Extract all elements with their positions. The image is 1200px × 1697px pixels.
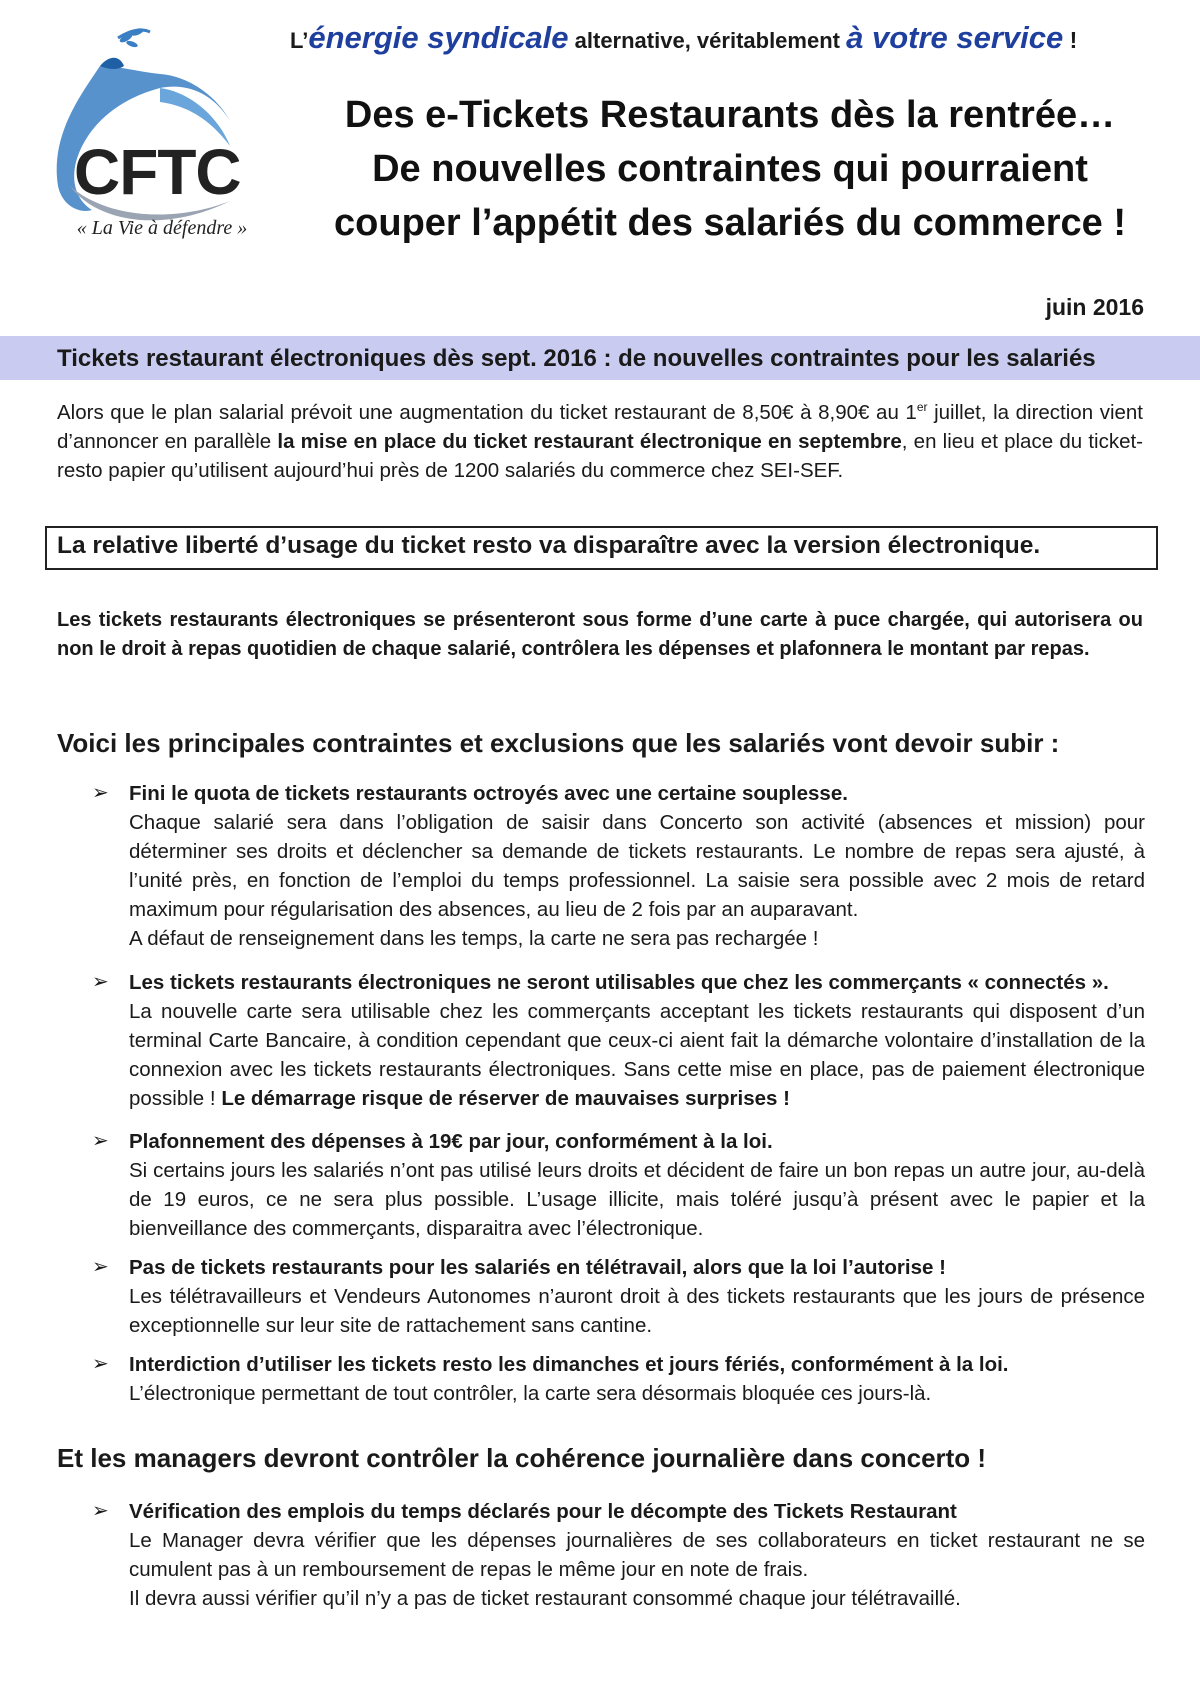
bullet-text-2: Il devra aussi vérifier qu’il n’y a pas de ticket restaurant consommé chaque jour télétravaillé. bbox=[129, 1587, 961, 1610]
bullet-text-bold: Le démarrage risque de réserver de mauvaises surprises ! bbox=[221, 1087, 790, 1110]
intro-text-a: Alors que le plan salarial prévoit une augmentation du ticket restaurant de 8,50€ à 8,90€ au 1 bbox=[57, 401, 917, 424]
headline-line-2: De nouvelles contraintes qui pourraient bbox=[372, 148, 1088, 190]
bullet-item bbox=[92, 968, 1145, 1113]
slogan bbox=[290, 20, 1170, 56]
boxed-title: La relative liberté d’usage du ticket resto va disparaître avec la version électronique. bbox=[57, 532, 1041, 559]
logo-motto: « La Vie à défendre » bbox=[76, 217, 248, 239]
bullet-item bbox=[92, 1253, 1145, 1340]
bullet-text-plain: La nouvelle carte sera utilisable chez les commerçants acceptant les tickets restaurants qui disposent d’un terminal Carte Bancaire, à condition cependant que ceux-ci aient fait la démarche volontaire d’installation de la connexion avec les tickets restaurants électroniques. Sans cette mise en place, pas de paiement électronique possible ! bbox=[129, 1000, 1145, 1110]
bullet-item bbox=[92, 1350, 1145, 1408]
bullet-text: Chaque salarié sera dans l’obligation de saisir dans Concerto son activité (absences et mission) pour déterminer ses droits et déclencher sa demande de tickets restaurants. Le nombre de repas sera ajusté, à l’unité près, en fonction de l’emploi du temps professionnel. La saisie sera possible avec 2 mois de retard maximum pour régularisation des absences, au lieu de 2 fois par an auparavant. bbox=[129, 811, 1145, 921]
headline-line-3: couper l’appétit des salariés du commerce ! bbox=[334, 202, 1126, 244]
bullet-text: L’électronique permettant de tout contrôler, la carte sera désormais bloquée ces jours-là. bbox=[129, 1382, 932, 1405]
intro-sup: er bbox=[916, 400, 928, 415]
bullet-head: Pas de tickets restaurants pour les salariés en télétravail, alors que la loi l’autorise ! bbox=[129, 1256, 946, 1279]
bullet-item bbox=[92, 1497, 1145, 1613]
document-date: juin 2016 bbox=[1045, 294, 1144, 320]
bullet-text bbox=[129, 997, 1145, 1113]
arrow-bullet-icon: ➢ bbox=[92, 1256, 109, 1278]
card-paragraph: Les tickets restaurants électroniques se présenteront sous forme d’une carte à puce chargée, qui autorisera ou non le droit à repas quotidien de chaque salarié, contrôlera les dépenses et plafonnera le montant par repas. bbox=[57, 609, 1143, 660]
bullet-head: Vérification des emplois du temps déclarés pour le décompte des Tickets Restaurant bbox=[129, 1500, 957, 1523]
headline bbox=[300, 88, 1160, 250]
intro-text-c: , en lieu et place du ticket-resto papier qu’utilisent aujourd’hui près de 1200 salariés du commerce chez SEI-SEF. bbox=[57, 430, 1144, 482]
slogan-middle: alternative, véritablement bbox=[568, 28, 847, 53]
arrow-bullet-icon: ➢ bbox=[92, 1130, 109, 1152]
section-title-constraints: Voici les principales contraintes et exclusions que les salariés vont devoir subir : bbox=[57, 728, 1060, 758]
slogan-energy: énergie syndicale bbox=[308, 20, 569, 55]
intro-paragraph bbox=[57, 398, 1143, 485]
section-title-managers: Et les managers devront contrôler la cohérence journalière dans concerto ! bbox=[57, 1443, 987, 1473]
intro-text-b: juillet, la direction vient d’annoncer en parallèle bbox=[57, 401, 1143, 453]
bullet-item bbox=[92, 779, 1145, 953]
cftc-logo bbox=[40, 26, 285, 246]
bullet-text-2: A défaut de renseignement dans les temps, la carte ne sera pas rechargée ! bbox=[129, 927, 819, 950]
arrow-bullet-icon: ➢ bbox=[92, 1500, 109, 1522]
bullet-head: Plafonnement des dépenses à 19€ par jour, conformément à la loi. bbox=[129, 1130, 773, 1153]
intro-bold: la mise en place du ticket restaurant électronique en septembre bbox=[277, 430, 902, 453]
bullet-text: Le Manager devra vérifier que les dépenses journalières de ses collaborateurs en ticket restaurant ne se cumulent pas à un remboursement de repas le même jour en note de frais. bbox=[129, 1529, 1145, 1581]
bullet-text: Les télétravailleurs et Vendeurs Autonomes n’auront droit à des tickets restaurants que les jours de présence exceptionnelle sur leur site de rattachement sans cantine. bbox=[129, 1285, 1145, 1337]
slogan-service: à votre service bbox=[846, 20, 1064, 55]
logo-text: CFTC bbox=[74, 136, 241, 208]
arrow-bullet-icon: ➢ bbox=[92, 1353, 109, 1375]
bullet-text: Si certains jours les salariés n’ont pas utilisé leurs droits et décident de faire un bon repas un autre jour, au-delà de 19 euros, ce ne sera plus possible. L’usage illicite, mais toléré jusqu’à présent avec le papier et la bienveillance des commerçants, disparaitra avec l’électronique. bbox=[129, 1159, 1145, 1240]
arrow-bullet-icon: ➢ bbox=[92, 971, 109, 993]
slogan-end: ! bbox=[1063, 27, 1078, 53]
bullet-item bbox=[92, 1127, 1145, 1243]
headline-line-1: Des e-Tickets Restaurants dès la rentrée… bbox=[344, 94, 1116, 136]
band-title: Tickets restaurant électroniques dès sept. 2016 : de nouvelles contraintes pour les salariés bbox=[57, 345, 1096, 372]
slogan-prefix: L’ bbox=[290, 28, 309, 53]
arrow-bullet-icon: ➢ bbox=[92, 782, 109, 804]
dove-logo-icon bbox=[40, 26, 285, 246]
bullet-head: Interdiction d’utiliser les tickets resto les dimanches et jours fériés, conformément à la loi. bbox=[129, 1353, 1009, 1376]
bullet-head: Les tickets restaurants électroniques ne seront utilisables que chez les commerçants « connectés ». bbox=[129, 971, 1109, 994]
bullet-head: Fini le quota de tickets restaurants octroyés avec une certaine souplesse. bbox=[129, 782, 848, 805]
